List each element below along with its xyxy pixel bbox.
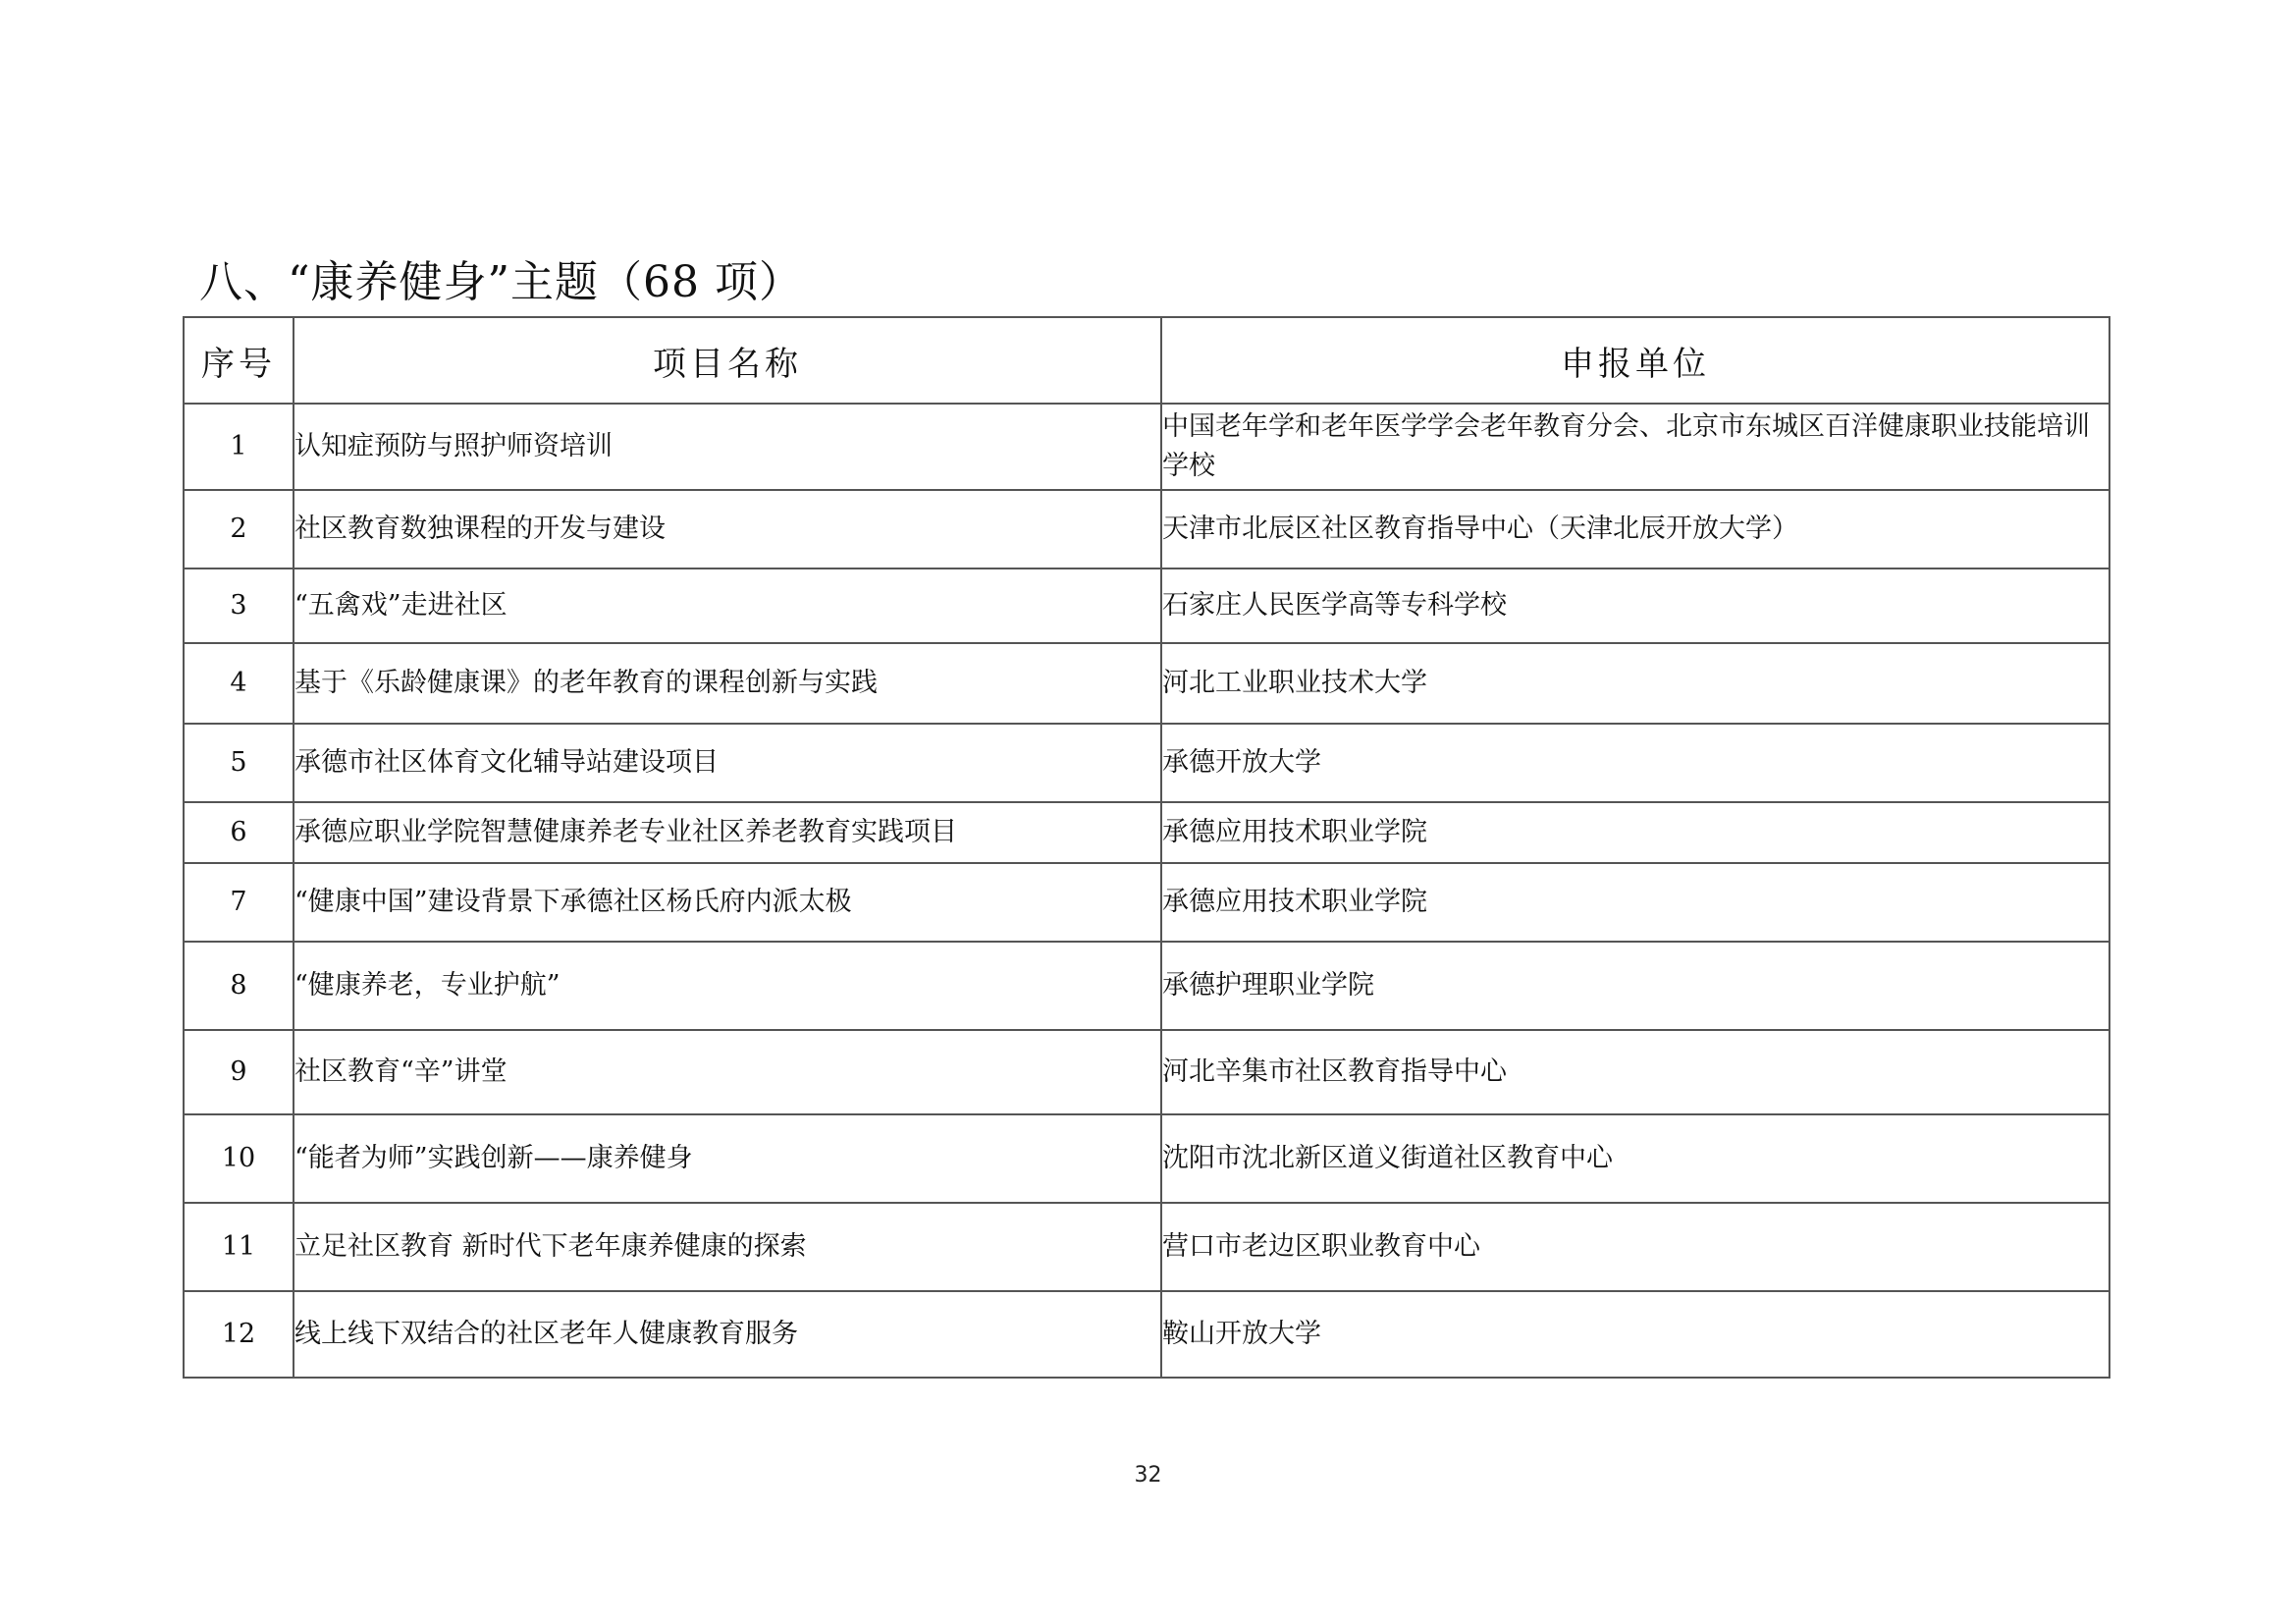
table-row [184,643,2109,724]
header-applicant-unit: 申报单位 [1161,317,2109,404]
row-applicant-unit: 承德开放大学 [1161,724,2109,802]
row-index: 11 [184,1203,294,1291]
row-index: 10 [184,1114,294,1203]
row-project-name: “健康养老，专业护航” [294,942,1161,1030]
row-index: 8 [184,942,294,1030]
table-row [184,1203,2109,1291]
table-row [184,724,2109,802]
row-index: 2 [184,490,294,568]
project-table [183,316,2110,1379]
table-row [184,568,2109,643]
row-applicant-unit: 中国老年学和老年医学学会老年教育分会、北京市东城区百洋健康职业技能培训学校 [1161,404,2109,490]
table-row [184,863,2109,942]
row-applicant-unit: 天津市北辰区社区教育指导中心（天津北辰开放大学） [1161,490,2109,568]
row-applicant-unit: 沈阳市沈北新区道义街道社区教育中心 [1161,1114,2109,1203]
table-row [184,802,2109,863]
row-project-name: “五禽戏”走进社区 [294,568,1161,643]
row-applicant-unit: 承德护理职业学院 [1161,942,2109,1030]
row-project-name: 线上线下双结合的社区老年人健康教育服务 [294,1291,1161,1378]
row-applicant-unit: 承德应用技术职业学院 [1161,802,2109,863]
row-applicant-unit: 河北工业职业技术大学 [1161,643,2109,724]
page-title: 八、“康养健身”主题（68 项） [199,257,803,307]
row-project-name: 承德市社区体育文化辅导站建设项目 [294,724,1161,802]
table-row [184,1291,2109,1378]
table-row [184,1114,2109,1203]
row-index: 1 [184,404,294,490]
table-row [184,942,2109,1030]
table-row [184,490,2109,568]
row-index: 6 [184,802,294,863]
row-applicant-unit: 河北辛集市社区教育指导中心 [1161,1030,2109,1114]
row-project-name: 社区教育“辛”讲堂 [294,1030,1161,1114]
row-applicant-unit: 营口市老边区职业教育中心 [1161,1203,2109,1291]
row-index: 7 [184,863,294,942]
row-index: 5 [184,724,294,802]
row-applicant-unit: 鞍山开放大学 [1161,1291,2109,1378]
row-index: 12 [184,1291,294,1378]
row-project-name: 基于《乐龄健康课》的老年教育的课程创新与实践 [294,643,1161,724]
row-project-name: 承德应职业学院智慧健康养老专业社区养老教育实践项目 [294,802,1161,863]
row-applicant-unit: 承德应用技术职业学院 [1161,863,2109,942]
row-project-name: “能者为师”实践创新——康养健身 [294,1114,1161,1203]
row-project-name: 立足社区教育 新时代下老年康养健康的探索 [294,1203,1161,1291]
page-number: 32 [1134,1463,1162,1488]
row-applicant-unit: 石家庄人民医学高等专科学校 [1161,568,2109,643]
table-row [184,404,2109,490]
row-project-name: “健康中国”建设背景下承德社区杨氏府内派太极 [294,863,1161,942]
table-row [184,1030,2109,1114]
table-header-row [184,317,2109,404]
row-index: 3 [184,568,294,643]
row-index: 4 [184,643,294,724]
row-project-name: 认知症预防与照护师资培训 [294,404,1161,490]
header-project-name: 项目名称 [294,317,1161,404]
row-index: 9 [184,1030,294,1114]
header-index: 序号 [184,317,294,404]
row-project-name: 社区教育数独课程的开发与建设 [294,490,1161,568]
